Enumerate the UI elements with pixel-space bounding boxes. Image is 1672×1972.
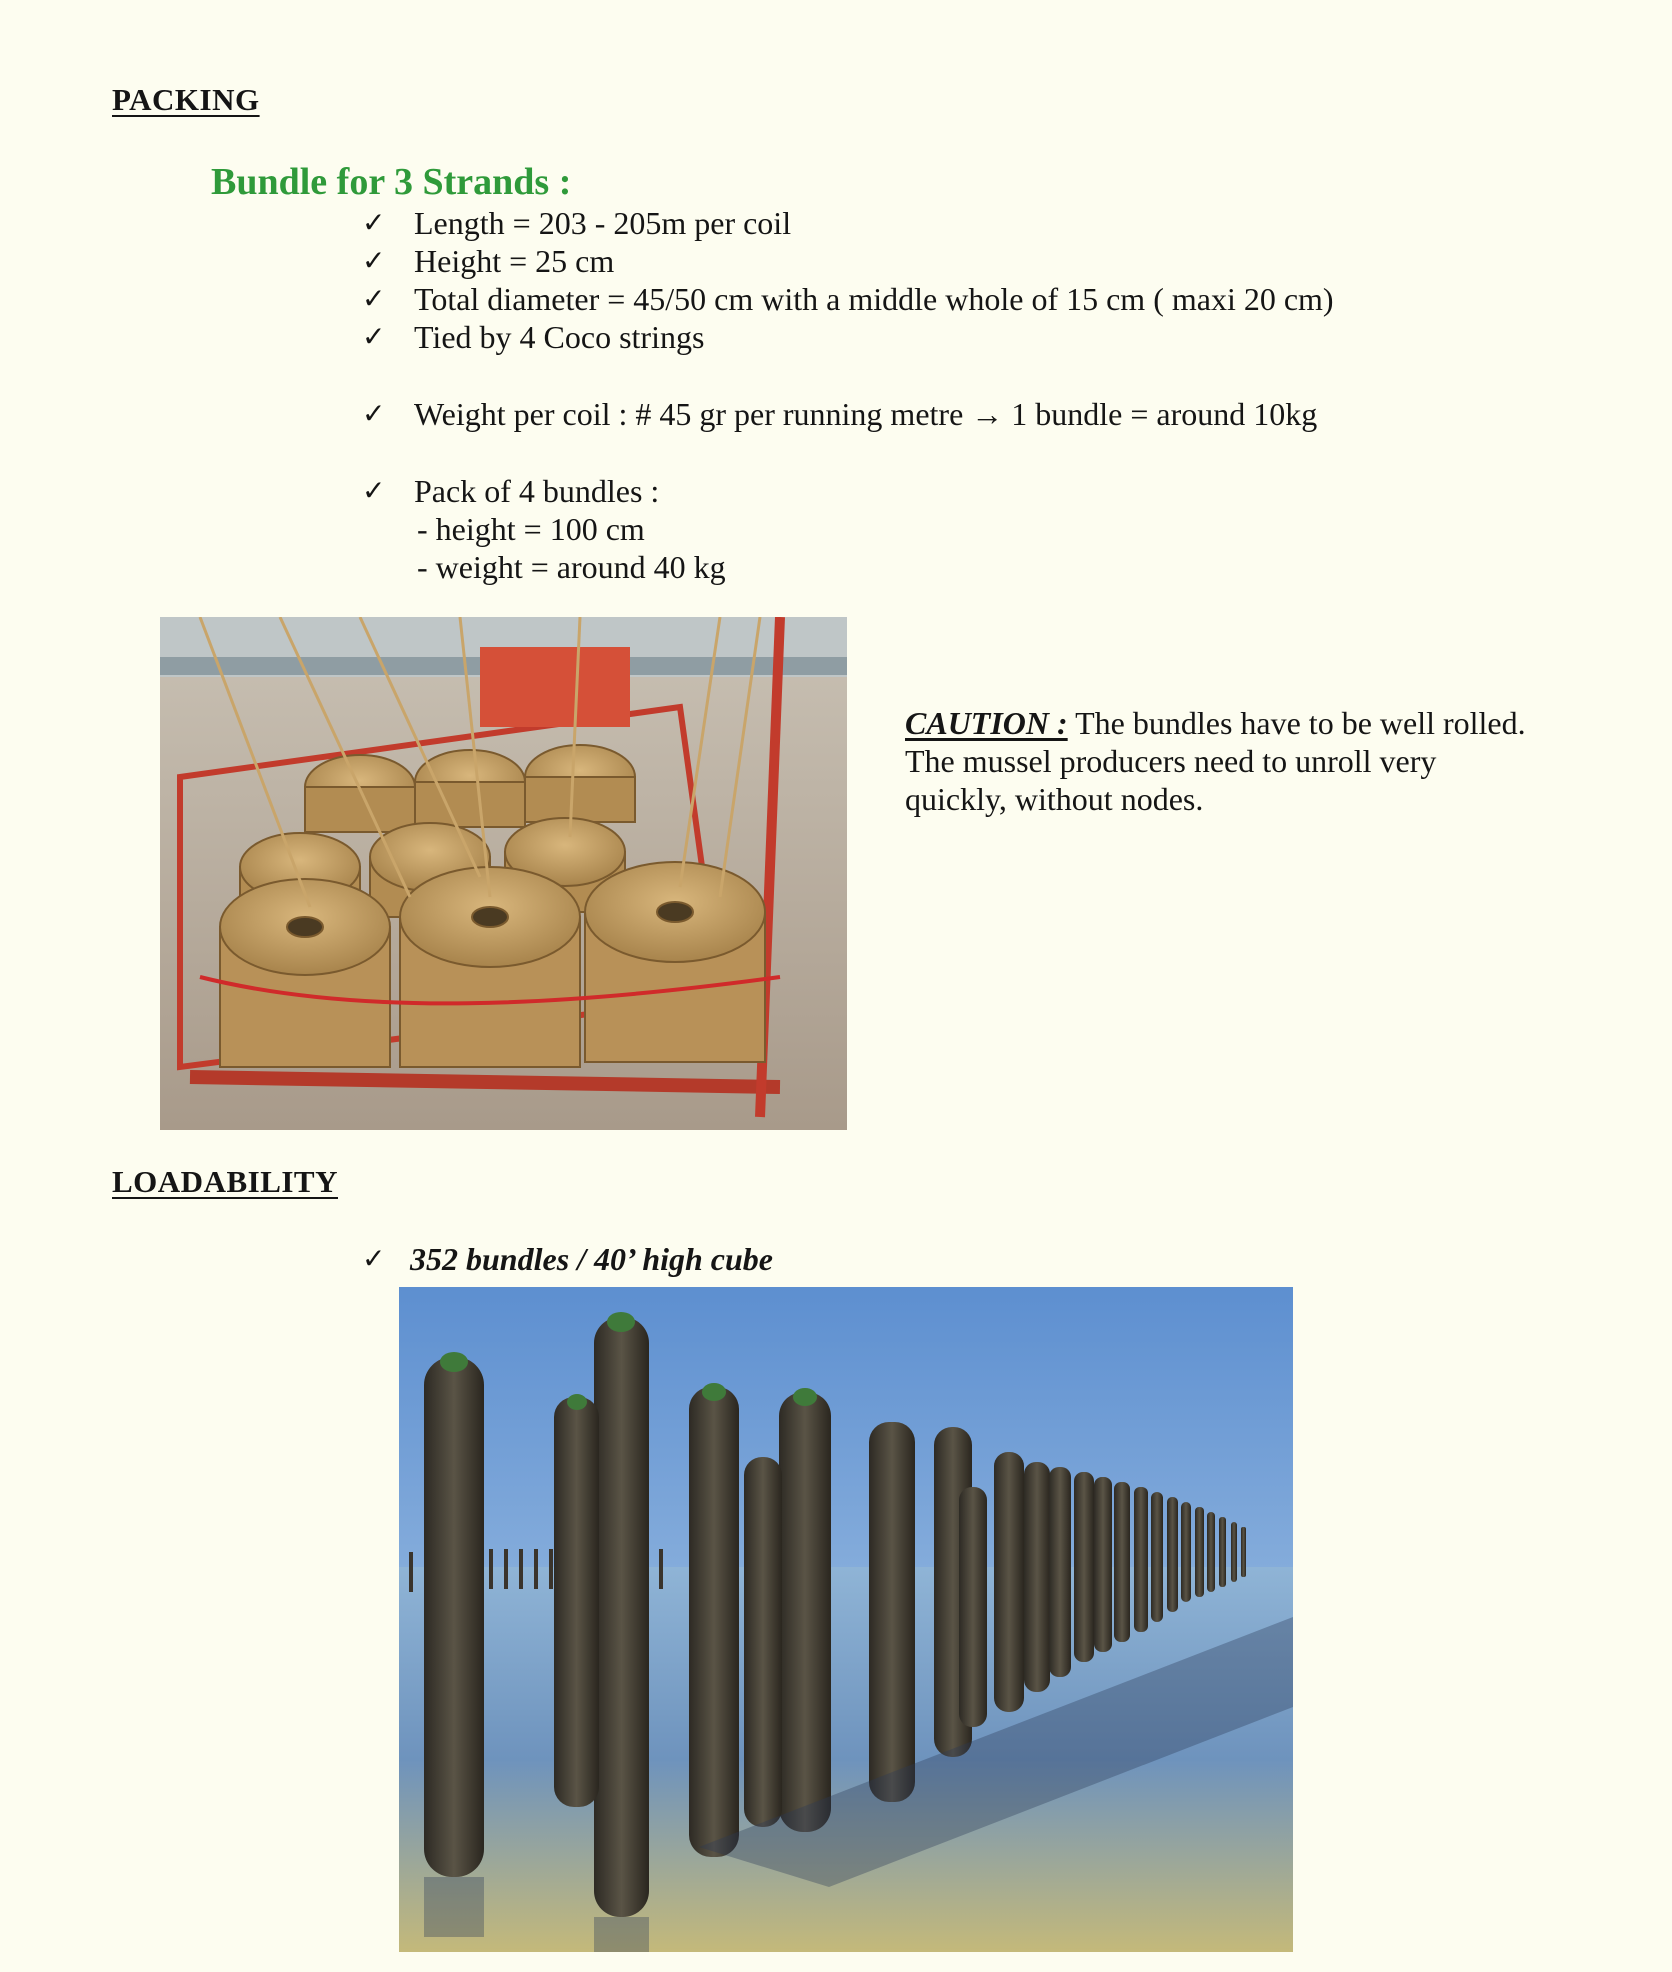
checkmark-icon: ✓	[362, 320, 386, 353]
checkmark-icon: ✓	[362, 397, 386, 430]
weight-text: Weight per coil : # 45 gr per running metre → 1 bundle = around 10kg	[414, 396, 1318, 432]
checkmark-icon: ✓	[362, 474, 386, 507]
bundle-subtitle: Bundle for 3 Strands :	[211, 161, 572, 203]
spec-text: Tied by 4 Coco strings	[414, 319, 705, 355]
checkmark-icon: ✓	[362, 282, 386, 315]
checkmark-icon: ✓	[362, 244, 386, 277]
coils-on-trailer-photo	[160, 617, 847, 1130]
packing-heading: PACKING	[112, 82, 260, 117]
caution-text: quickly, without nodes.	[905, 781, 1204, 817]
mussel-posts-photo	[399, 1287, 1293, 1952]
caution-text: The bundles have to be well rolled.	[1067, 705, 1526, 741]
pack-detail: - height = 100 cm	[417, 511, 645, 547]
checkmark-icon: ✓	[362, 206, 386, 239]
caution-text: The mussel producers need to unroll very	[905, 743, 1437, 779]
spec-text: Total diameter = 45/50 cm with a middle whole of 15 cm ( maxi 20 cm)	[414, 281, 1334, 317]
caution-label: CAUTION :	[905, 705, 1068, 741]
pack-title: Pack of 4 bundles :	[414, 473, 660, 509]
loadability-heading: LOADABILITY	[112, 1164, 338, 1199]
spec-item	[362, 204, 792, 242]
loadability-item	[362, 1240, 773, 1278]
spec-text: Length = 203 - 205m per coil	[414, 205, 792, 241]
checkmark-icon: ✓	[362, 1242, 386, 1275]
spec-item	[362, 318, 705, 356]
spec-item	[362, 242, 615, 280]
pack-item	[362, 472, 660, 510]
pack-detail: - weight = around 40 kg	[417, 549, 726, 585]
loadability-text: 352 bundles / 40’ high cube	[410, 1241, 773, 1277]
caution-note	[905, 704, 1526, 818]
weight-item	[362, 395, 1318, 433]
spec-text: Height = 25 cm	[414, 243, 615, 279]
spec-item	[362, 280, 1334, 318]
